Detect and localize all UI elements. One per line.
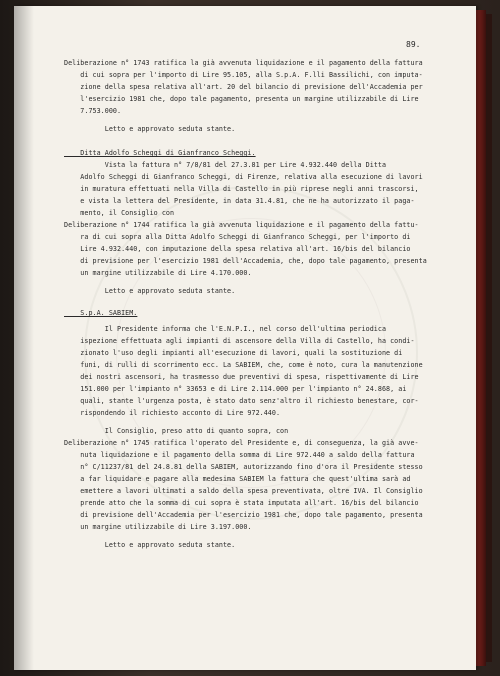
- text-line: funi, di rulli di scorrimento ecc. La SABIEM, che, come è noto, cura la manutenzione: [64, 361, 423, 369]
- text-line: ra di cui sopra alla Ditta Adolfo Scheggi di Gianfranco Scheggi, per l'importo di: [64, 233, 411, 241]
- text-line: un margine utilizzabile di Lire 4.170.000.: [64, 269, 252, 277]
- book-cover-edge: [476, 10, 486, 666]
- text-line: mento, il Consiglio con: [64, 209, 175, 217]
- text-line: ispezione effettuata agli impianti di ascensore della Villa di Castello, ha condi-: [64, 337, 415, 345]
- section-heading-scheggi: Ditta Adolfo Scheggi di Gianfranco Scheggi.: [64, 149, 256, 157]
- text-line: zione della spesa relativa all'art. 20 del bilancio di previsione dell'Accademia per: [64, 83, 423, 91]
- text-line: Letto e approvato seduta stante.: [64, 287, 236, 295]
- text-line: n° C/11237/81 del 24.8.81 della SABIEM, autorizzando fino d'ora il Presidente stesso: [64, 463, 423, 471]
- text-line: Letto e approvato seduta stante.: [64, 541, 236, 549]
- text-line: rispondendo il richiesto acconto di Lire 972.440.: [64, 409, 281, 417]
- text-line: Letto e approvato seduta stante.: [64, 125, 236, 133]
- page-content: [14, 6, 476, 670]
- document-page: [14, 6, 476, 670]
- text-line: Il Consiglio, preso atto di quanto sopra, con: [64, 427, 289, 435]
- text-line: Deliberazione n° 1745 ratifica l'operato del Presidente e, di conseguenza, la già avve-: [64, 439, 419, 447]
- book-cover-shadow: [486, 14, 492, 662]
- text-line: 7.753.000.: [64, 107, 122, 115]
- text-line: Lire 4.932.440, con imputazione della spesa relativa all'art. 16/bis del bilancio: [64, 245, 411, 253]
- text-line: prende atto che la somma di cui sopra è stata imputata all'art. 16/bis del bilancio: [64, 499, 419, 507]
- text-line: a far liquidare e pagare alla medesima SABIEM la fattura che quest'ultima sarà ad: [64, 475, 411, 483]
- text-line: Il Presidente informa che l'E.N.P.I., nel corso dell'ultima periodica: [64, 325, 387, 333]
- section-heading-sabiem: S.p.A. SABIEM.: [64, 309, 138, 317]
- text-line: Adolfo Scheggi di Gianfranco Scheggi, di Firenze, relativa alla esecuzione di lavori: [64, 173, 423, 181]
- text-line: l'esercizio 1981 che, dopo tale pagamento, presenta un margine utilizzabile di Lire: [64, 95, 419, 103]
- text-line: Deliberazione n° 1744 ratifica la già avvenuta liquidazione e il pagamento della fattu-: [64, 221, 419, 229]
- page-number: 89.: [406, 40, 421, 49]
- text-line: e vista la lettera del Presidente, in data 31.4.81, che ne ha autorizzato il paga-: [64, 197, 415, 205]
- text-line: un margine utilizzabile di Lire 3.197.000.: [64, 523, 252, 531]
- text-line: 151.000 per l'impianto n° 33653 e di Lire 2.114.000 per l'impianto n° 24.868, ai: [64, 385, 407, 393]
- text-line: Vista la fattura n° 7/8/81 del 27.3.81 per Lire 4.932.440 della Ditta: [64, 161, 387, 169]
- text-line: quali, stante l'urgenza posta, è stato dato senz'altro il richiesto benestare, cor-: [64, 397, 419, 405]
- text-line: in muratura effettuati nella Villa di Castello in più riprese negli anni trascorsi,: [64, 185, 419, 193]
- text-line: di cui sopra per l'importo di Lire 95.105, alla S.p.A. F.lli Bassilichi, con imputa-: [64, 71, 423, 79]
- text-line: emettere a lavori ultimati a saldo della spesa preventivata, oltre IVA. Il Consiglio: [64, 487, 423, 495]
- text-line: di previsione dell'Accademia per l'esercizio 1981 che, dopo tale pagamento, presenta: [64, 511, 423, 519]
- text-line: dei nostri ascensori, ha trasmesso due preventivi di spesa, rispettivamente di Lire: [64, 373, 419, 381]
- text-line: Deliberazione n° 1743 ratifica la già avvenuta liquidazione e il pagamento della fattura: [64, 59, 423, 67]
- text-line: zionato l'uso degli impianti all'esecuzione di lavori, quali la sostituzione di: [64, 349, 403, 357]
- text-line: di previsione per l'esercizio 1981 dell'Accademia, che, dopo tale pagamento, presenta: [64, 257, 427, 265]
- text-line: nuta liquidazione e il pagamento della somma di Lire 972.440 a saldo della fattura: [64, 451, 415, 459]
